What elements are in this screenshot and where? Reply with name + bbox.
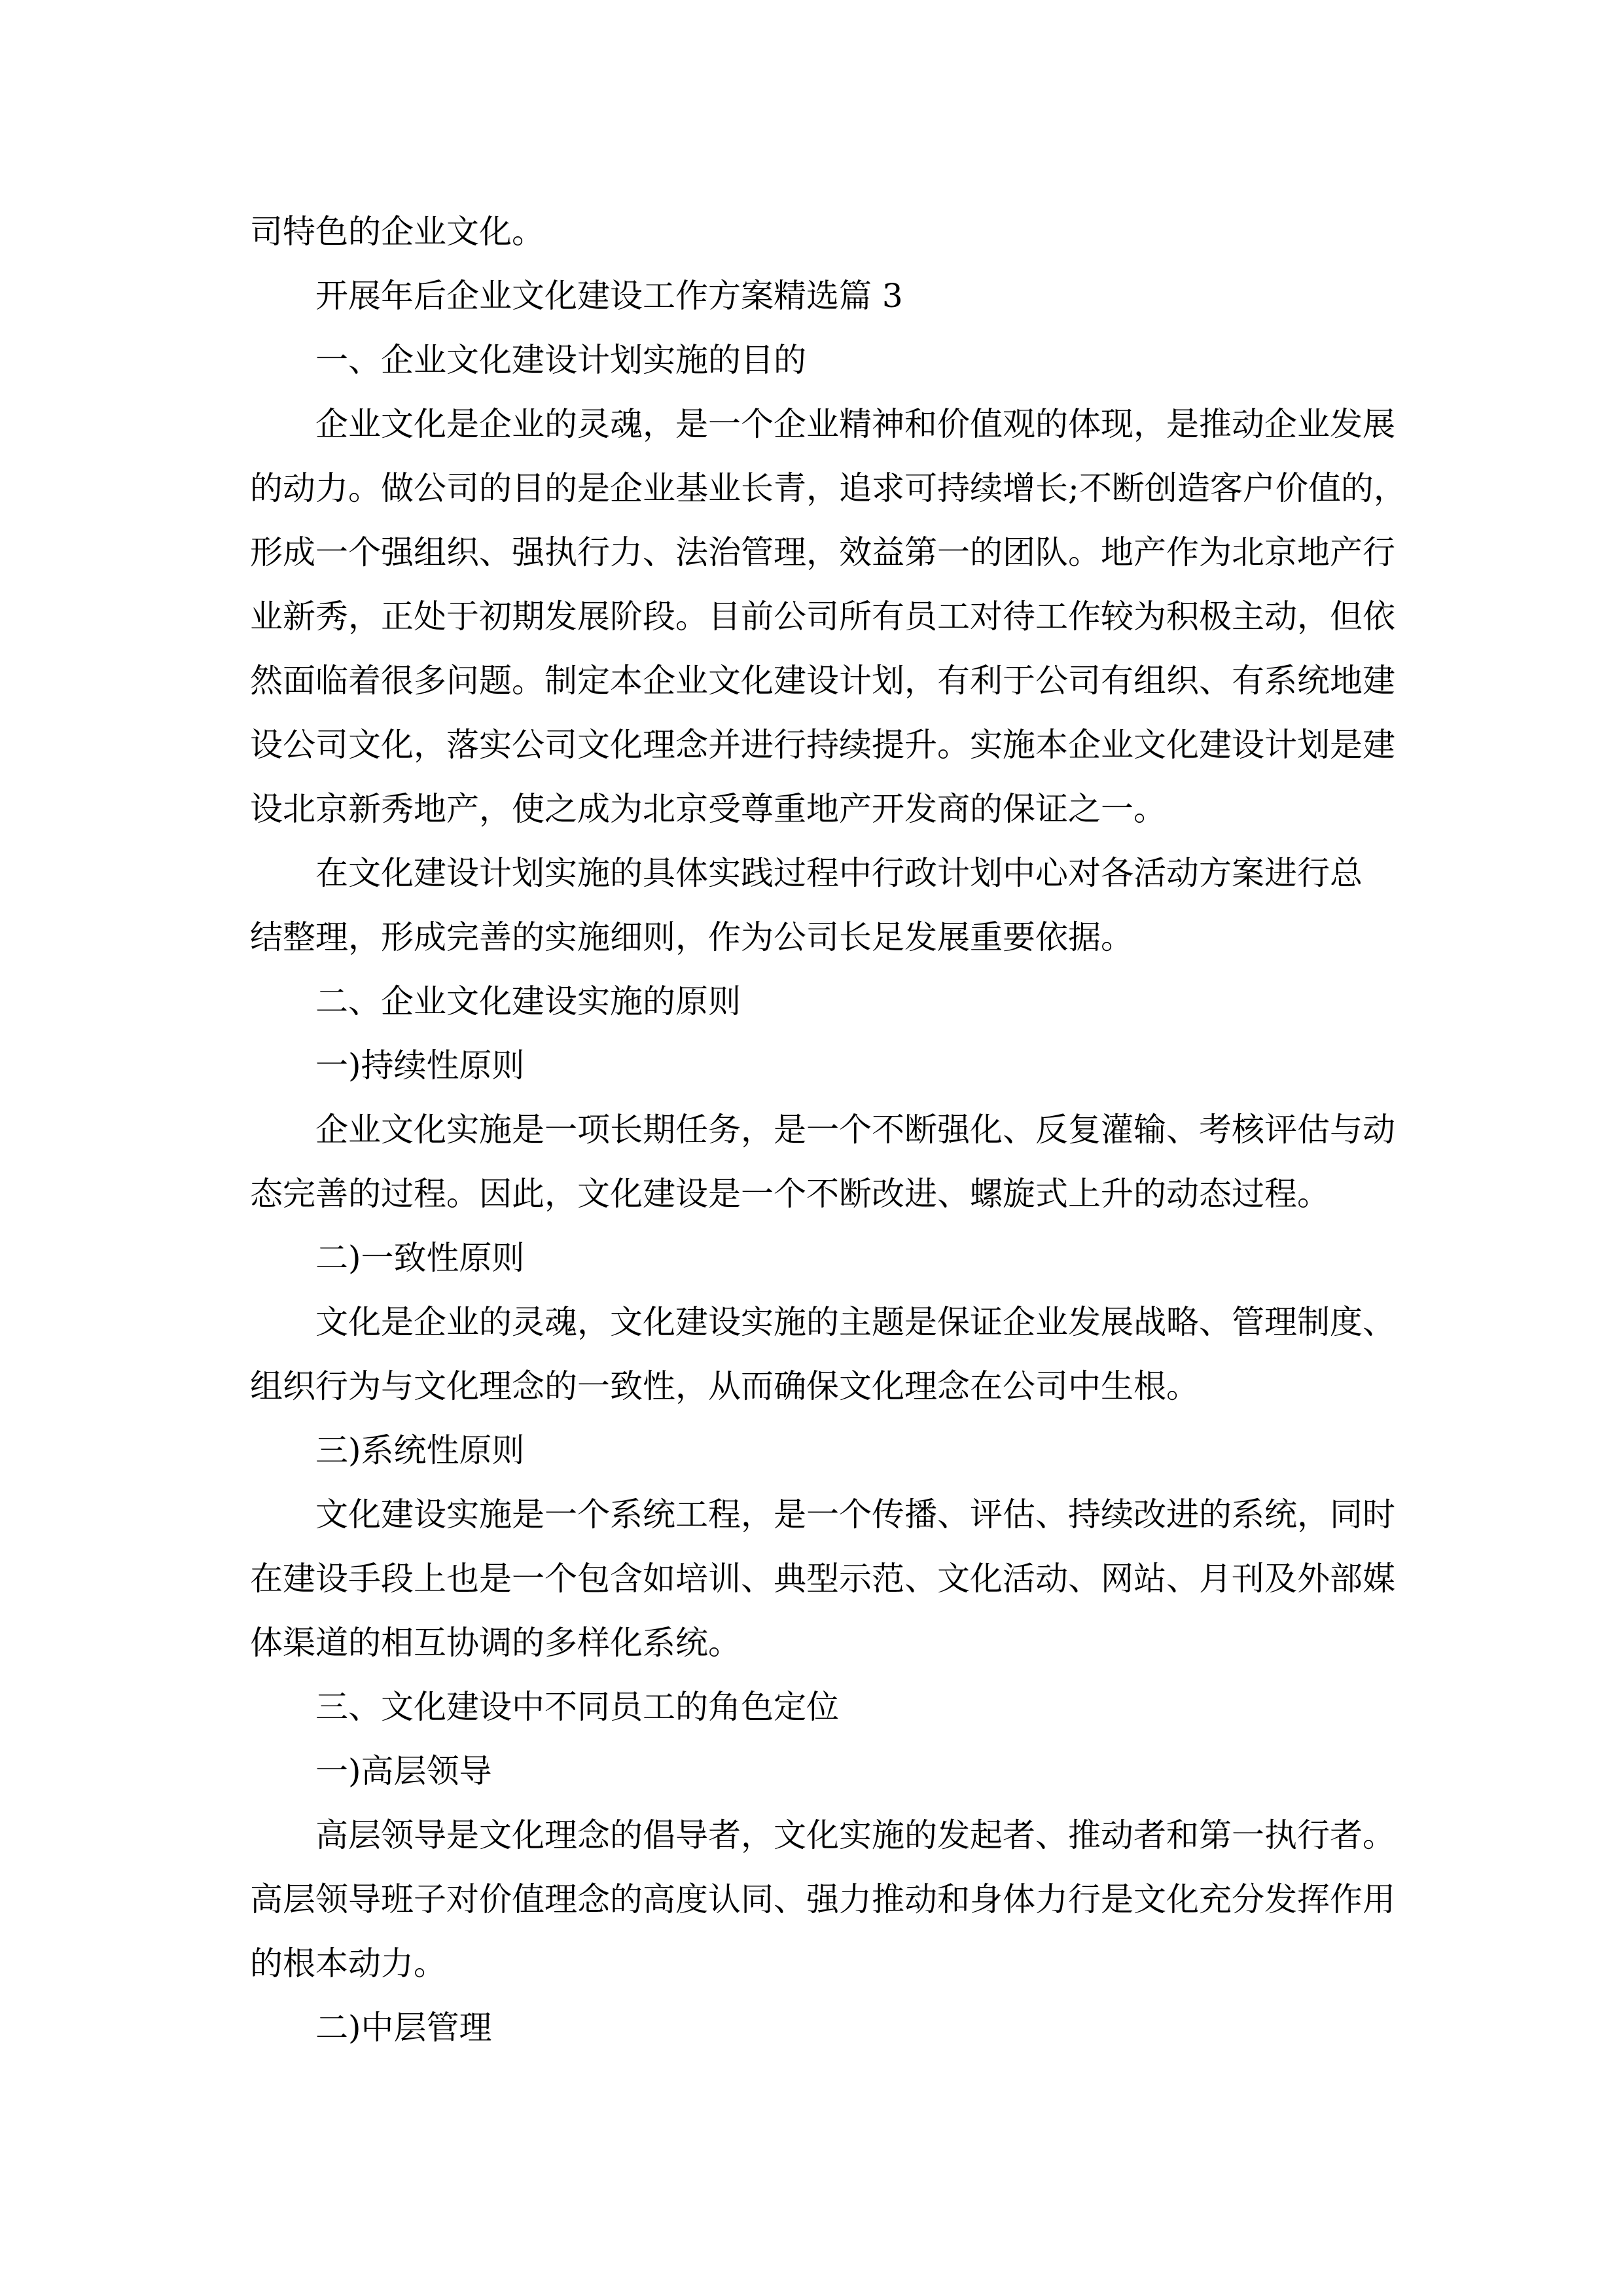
- paragraph-line: 企业文化实施是一项长期任务，是一个不断强化、反复灌输、考核评估与动: [315, 1111, 1395, 1149]
- paragraph-line: 企业文化是企业的灵魂，是一个企业精神和价值观的体现，是推动企业发展: [315, 405, 1395, 443]
- paragraph-line: 的根本动力。: [250, 1945, 446, 1982]
- section-heading: 一、企业文化建设计划实施的目的: [315, 341, 806, 379]
- paragraph-line: 组织行为与文化理念的一致性，从而确保文化理念在公司中生根。: [250, 1367, 1199, 1405]
- paragraph-line: 文化建设实施是一个系统工程，是一个传播、评估、持续改进的系统，同时: [315, 1496, 1395, 1534]
- subsection-heading: 二)一致性原则: [315, 1239, 525, 1277]
- paragraph-line: 的动力。做公司的目的是企业基业长青，追求可持续增长;不断创造客户价值的，: [250, 469, 1406, 507]
- subsection-heading: 二)中层管理: [315, 2009, 492, 2047]
- paragraph-line: 态完善的过程。因此，文化建设是一个不断改进、螺旋式上升的动态过程。: [250, 1175, 1330, 1213]
- paragraph-line: 业新秀，正处于初期发展阶段。目前公司所有员工对待工作较为积极主动，但依: [250, 598, 1395, 636]
- subsection-heading: 三)系统性原则: [315, 1431, 525, 1469]
- paragraph-line: 在建设手段上也是一个包含如培训、典型示范、文化活动、网站、月刊及外部媒: [250, 1560, 1395, 1598]
- paragraph-line: 然面临着很多问题。制定本企业文化建设计划，有利于公司有组织、有系统地建: [250, 662, 1395, 700]
- paragraph-line: 高层领导是文化理念的倡导者，文化实施的发起者、推动者和第一执行者。: [315, 1816, 1395, 1854]
- paragraph-line: 文化是企业的灵魂，文化建设实施的主题是保证企业发展战略、管理制度、: [315, 1303, 1395, 1341]
- subsection-heading: 一)持续性原则: [315, 1047, 525, 1085]
- subsection-heading: 一)高层领导: [315, 1752, 492, 1790]
- paragraph-line: 结整理，形成完善的实施细则，作为公司长足发展重要依据。: [250, 918, 1133, 956]
- paragraph-line: 体渠道的相互协调的多样化系统。: [250, 1624, 741, 1662]
- section-heading: 三、文化建设中不同员工的角色定位: [315, 1688, 839, 1726]
- document-body: [250, 200, 1406, 2060]
- paragraph-line: 高层领导班子对价值理念的高度认同、强力推动和身体力行是文化充分发挥作用: [250, 1880, 1395, 1918]
- section-heading: 开展年后企业文化建设工作方案精选篇 3: [315, 277, 903, 315]
- paragraph-line: 司特色的企业文化。: [250, 213, 544, 251]
- paragraph-line: 设北京新秀地产，使之成为北京受尊重地产开发商的保证之一。: [250, 790, 1166, 828]
- paragraph-line: 形成一个强组织、强执行力、法治管理，效益第一的团队。地产作为北京地产行: [250, 533, 1395, 571]
- paragraph-line: 在文化建设计划实施的具体实践过程中行政计划中心对各活动方案进行总: [315, 854, 1363, 892]
- section-heading: 二、企业文化建设实施的原则: [315, 982, 741, 1020]
- paragraph-line: 设公司文化，落实公司文化理念并进行持续提升。实施本企业文化建设计划是建: [250, 726, 1395, 764]
